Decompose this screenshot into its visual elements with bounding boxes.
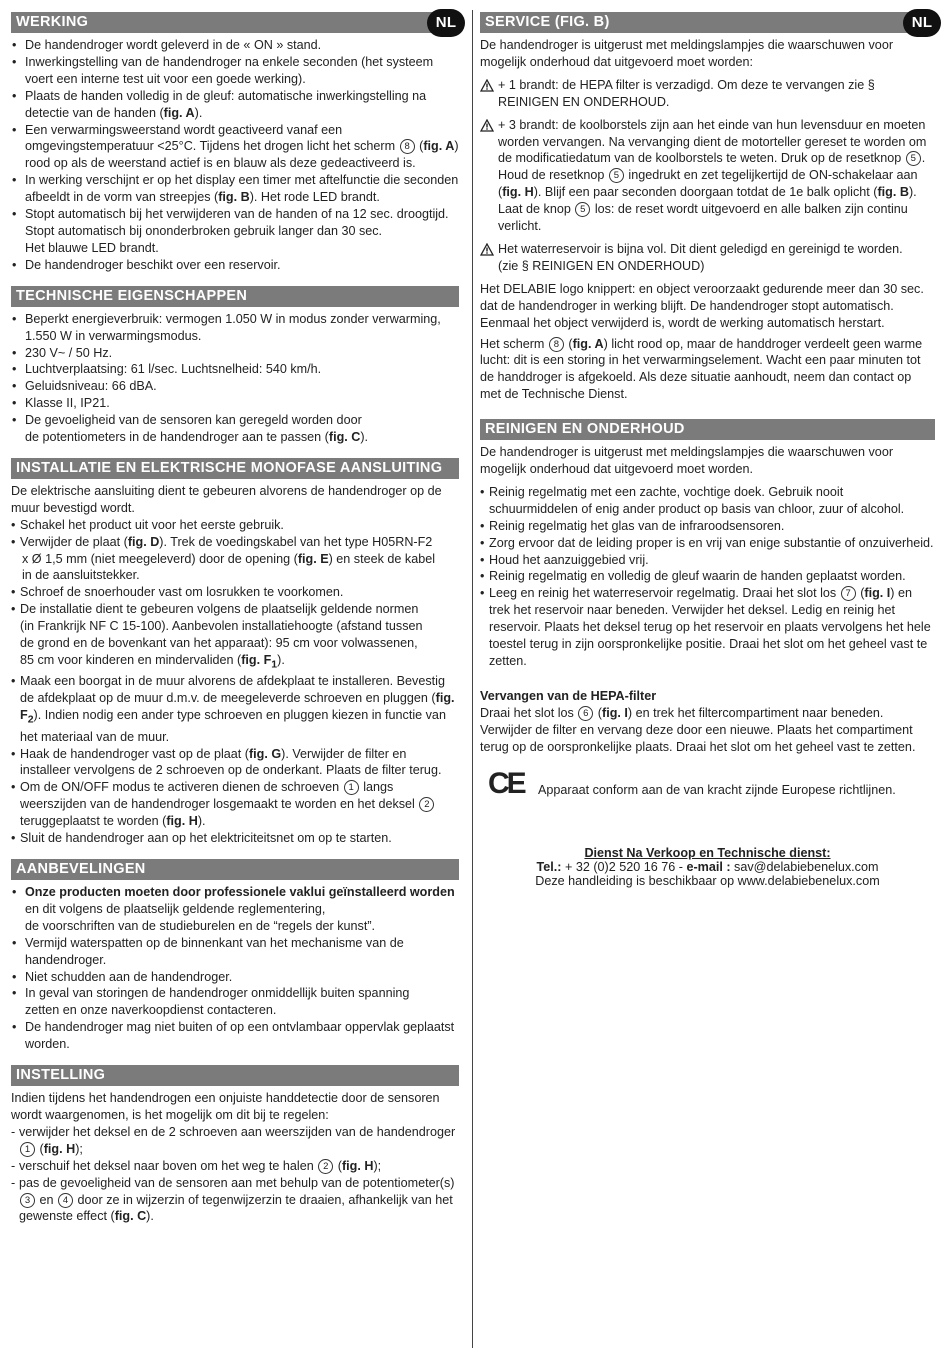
list-item: • Schroef de snoerhouder vast om losrukken te voorkomen.	[11, 584, 459, 601]
section-reinigen	[480, 419, 935, 887]
installatie-intro: De elektrische aansluiting dient te gebeuren alvorens de handendroger op de muur bevestigd wordt.	[11, 483, 442, 515]
contact-block	[480, 846, 935, 888]
tech-list	[11, 311, 459, 446]
section-header-reinigen: REINIGEN EN ONDERHOUD	[480, 419, 935, 440]
list-item: • Maak een boorgat in de muur alvorens de afdekplaat te installeren. Bevestig de afdekplaat op de muur d.m.v. de meegeleverde schroeven en pluggen (fig. $F_2$). Indien nodig een ander type schroeven en pluggen kiezen in functie van het materiaal van de muur.	[11, 673, 459, 745]
section-werking	[11, 12, 459, 274]
number-circle: 7	[841, 586, 856, 601]
list-item: • Om de ON/OFF modus te activeren dienen de schroeven 1 langs weerszijden van de handendroger losgemaakt te worden en het deksel 2 teruggeplaatst te worden (fig. H).	[11, 779, 459, 830]
section-header-service: SERVICE (FIG. B) NL	[480, 12, 935, 33]
list-item: • De installatie dient te gebeuren volgens de plaatselijk geldende normen (in Frankrijk NF C 15-100). Aanbevolen installatiehoogte (afstand tussen de grond en de bovenkant van het apparaat): 95 cm voor volwassenen, 85 cm voor kinderen en mindervaliden (fig. $F_1$).	[11, 601, 459, 673]
list-item: • Stopt automatisch bij het verwijderen van de handen of na 12 sec. droogtijd. Stopt automatisch bij ononderbroken gebruik langer dan 30 sec. Het blauwe LED brandt.	[11, 206, 459, 257]
list-item: • Een verwarmingsweerstand wordt geactiveerd vanaf een omgevingstemperatuur <25°C. Tijdens het drogen licht het scherm 8 (fig. A) rood op als de weerstand actief is en blauw als deze gedeactiveerd is.	[11, 122, 459, 173]
number-circle: 6	[578, 706, 593, 721]
column-divider	[472, 10, 473, 1348]
service-paragraph: Het DELABIE logo knippert: en object veroorzaakt gedurende meer dan 30 sec. dat de handendroger in werking blijft. De handendroger stopt automatisch. Eenmaal het object verwijderd is, wordt de werking automatisch herstart.	[480, 281, 924, 330]
list-item: • Reinig regelmatig en volledig de gleuf waarin de handen geplaatst worden.	[480, 568, 935, 585]
list-item: • De handendroger wordt geleverd in de « ON » stand.	[11, 37, 459, 54]
werking-list	[11, 37, 459, 274]
list-item: • In geval van storingen de handendroger onmiddellijk buiten spanning zetten en onze naverkoopdienst contacteren.	[11, 985, 459, 1019]
number-circle: 3	[20, 1193, 35, 1208]
list-item: - pas de gevoeligheid van de sensoren aan met behulp van de potentiometer(s) 3 en 4 door ze in wijzerzin of tegenwijzerzin te draaien, afhankelijk van het gewenste effect (fig. C).	[11, 1175, 459, 1226]
number-circle: 1	[20, 1142, 35, 1157]
section-technische-eigenschappen	[11, 286, 459, 446]
email-link: sav@delabiebenelux.com	[730, 859, 879, 874]
number-circle: 8	[549, 337, 564, 352]
instelling-list	[11, 1124, 459, 1225]
list-item: • 230 V~ / 50 Hz.	[11, 345, 459, 362]
service-intro: De handendroger is uitgerust met meldingslampjes die waarschuwen voor mogelijk onderhoud dat uitgevoerd moet worden:	[480, 38, 894, 69]
warning-icon	[480, 79, 494, 92]
ce-mark-icon: CE	[488, 766, 524, 800]
list-item: • Verwijder de plaat (fig. D). Trek de voedingskabel van het type H05RN-F2 x Ø 1,5 mm (niet meegeleverd) door de opening (fig. E) en steek de kabel in de aansluitstekker.	[11, 534, 459, 585]
list-item: • Klasse II, IP21.	[11, 395, 459, 412]
list-item: • Reinig regelmatig het glas van de infraroodsensoren.	[480, 518, 935, 535]
number-circle: 5	[609, 168, 624, 183]
list-item: • Inwerkingstelling van de handendroger na enkele seconden (het systeem voert een interne test uit voor een goede werking).	[11, 54, 459, 88]
section-header-instelling: INSTELLING	[11, 1065, 459, 1086]
list-item: • De gevoeligheid van de sensoren kan geregeld worden door de potentiometers in de handendroger aan te passen (fig. C).	[11, 412, 459, 446]
warning-hepa: + 1 brandt: de HEPA filter is verzadigd. Om deze te vervangen zie § REINIGEN EN ONDERHOUD.	[480, 77, 935, 111]
list-item: • Zorg ervoor dat de leiding proper is en vrij van enige substantie of onzuiverheid.	[480, 535, 935, 552]
section-header-installatie: INSTALLATIE EN ELEKTRISCHE MONOFASE AANSLUITING	[11, 458, 459, 479]
hepa-paragraph: Draai het slot los 6 (fig. I) en trek het filtercompartiment naar beneden. Verwijder de filter en vervang deze door een nieuwe. Plaats het compartiment terug op de oorspronkelijke plaats. Draai het slot om het geheel vast te zetten.	[480, 705, 916, 754]
reinigen-list	[480, 484, 935, 670]
list-item: • Onze producten moeten door professionele vaklui geïnstalleerd worden en dit volgens de plaatselijk geldende reglementering, de voorschriften van de studieburelen en de “regels der kunst”.	[11, 884, 459, 935]
number-circle: 2	[419, 797, 434, 812]
list-item: - verwijder het deksel en de 2 schroeven aan weerszijden van de handendroger 1 (fig. H);	[11, 1124, 459, 1158]
list-item: • De handendroger beschikt over een reservoir.	[11, 257, 459, 274]
number-circle: 5	[575, 202, 590, 217]
number-circle: 1	[344, 780, 359, 795]
section-aanbevelingen	[11, 859, 459, 1053]
list-item: • Vermijd waterspatten op de binnenkant van het mechanisme van de handendroger.	[11, 935, 459, 969]
list-item: • Sluit de handendroger aan op het elektriciteitsnet om op te starten.	[11, 830, 459, 847]
number-circle: 8	[400, 139, 415, 154]
list-item: • Houd het aanzuiggebied vrij.	[480, 552, 935, 569]
list-item: • Leeg en reinig het waterreservoir regelmatig. Draai het slot los 7 (fig. I) en trek het reservoir naar beneden. Verwijder het deksel. Ledig en reinig het reservoir. Plaats het deksel terug op het reservoir en plaats vervolgens het hele toestel terug in zijn oorspronkelijke positie. Draai het slot om het geheel vast te zetten.	[480, 585, 935, 670]
warning-koolborstels: + 3 brandt: de koolborstels zijn aan het einde van hun levensduur en moeten worden vervangen. Na vervanging dient de motorteller gereset te worden om de modificatiedatum van de koolborstels te weten. Druk op de resetknop 5 . Houd de resetknop 5 ingedrukt en zet tegelijkertijd de ON-schakelaar aan (fig. H). Blijf een paar seconden doorgaan totdat de 1e balk oplicht (fig. B). Laat de knop 5 los: de reset wordt uitgevoerd en alle balken zijn continu verlicht.	[480, 117, 935, 235]
list-item: • Reinig regelmatig met een zachte, vochtige doek. Gebruik nooit schuurmiddelen of enig ander product op basis van chloor, zuur of alcohol.	[480, 484, 935, 518]
number-circle: 5	[906, 151, 921, 166]
list-item: - verschuif het deksel naar boven om het weg te halen 2 (fig. H);	[11, 1158, 459, 1175]
list-item: • Beperkt energieverbruik: vermogen 1.050 W in modus zonder verwarming, 1.550 W in verwarmingsmodus.	[11, 311, 459, 345]
warning-reservoir: Het waterreservoir is bijna vol. Dit dient geledigd en gereinigd te worden. (zie § REINIGEN EN ONDERHOUD)	[480, 241, 935, 275]
instelling-intro: Indien tijdens het handendrogen een onjuiste handdetectie door de sensoren wordt waargenomen, is het mogelijk om dit bij te regelen:	[11, 1091, 440, 1122]
list-item: • Plaats de handen volledig in de gleuf: automatische inwerkingstelling na detectie van de handen (fig. A).	[11, 88, 459, 122]
aanbevelingen-list	[11, 884, 459, 1053]
warning-icon	[480, 243, 494, 256]
section-instelling	[11, 1065, 459, 1225]
list-item: • In werking verschijnt er op het display een timer met aftelfunctie die seconden afbeeldt in de vorm van streepjes (fig. B). Het rode LED brandt.	[11, 172, 459, 206]
right-column	[480, 12, 935, 900]
installatie-list	[11, 517, 459, 847]
warning-icon	[480, 119, 494, 132]
list-item: • Niet schudden aan de handendroger.	[11, 969, 459, 986]
hepa-title: Vervangen van de HEPA-filter	[480, 688, 657, 703]
section-title: WERKING	[16, 14, 89, 30]
list-item: • Schakel het product uit voor het eerste gebruik.	[11, 517, 459, 534]
list-item: • Geluidsniveau: 66 dBA.	[11, 378, 459, 395]
section-header-werking	[11, 12, 459, 33]
list-item: • De handendroger mag niet buiten of op een ontvlambaar oppervlak geplaatst worden.	[11, 1019, 459, 1053]
list-item: • Haak de handendroger vast op de plaat (fig. G). Verwijder de filter en installeer vervolgens de 2 schroeven op de onderkant. Plaats de filter terug.	[11, 746, 459, 780]
list-item: • Luchtverplaatsing: 61 l/sec. Luchtsnelheid: 540 km/h.	[11, 361, 459, 378]
contact-line: Tel.: + 32 (0)2 520 16 76 - e-mail : sav@delabiebenelux.com	[536, 859, 879, 874]
left-column	[11, 12, 459, 1237]
section-service	[480, 12, 935, 403]
contact-title: Dienst Na Verkoop en Technische dienst:	[584, 845, 831, 860]
section-header-tech: TECHNISCHE EIGENSCHAPPEN	[11, 286, 459, 307]
manual-line: Deze handleiding is beschikbaar op www.delabiebenelux.com	[535, 873, 880, 888]
number-circle: 2	[318, 1159, 333, 1174]
section-header-aanbevelingen: AANBEVELINGEN	[11, 859, 459, 880]
ce-text: Apparaat conform aan de van kracht zijnde Europese richtlijnen.	[538, 782, 896, 797]
number-circle: 4	[58, 1193, 73, 1208]
section-installatie	[11, 458, 459, 847]
reinigen-intro: De handendroger is uitgerust met meldingslampjes die waarschuwen voor mogelijk onderhoud dat uitgevoerd moet worden.	[480, 445, 894, 477]
service-paragraph: Het scherm 8 (fig. A) licht rood op, maar de handdroger verdeelt geen warme lucht: dit is een storing in het verwarmingselement. Wacht een paar minuten tot de handdroger is afgekoeld. Als deze situatie aanhoudt, neem dan contact op met de Technische Dienst.	[480, 336, 923, 402]
language-badge: NL	[903, 9, 941, 37]
language-badge: NL	[427, 9, 465, 37]
ce-conformity	[480, 766, 935, 814]
